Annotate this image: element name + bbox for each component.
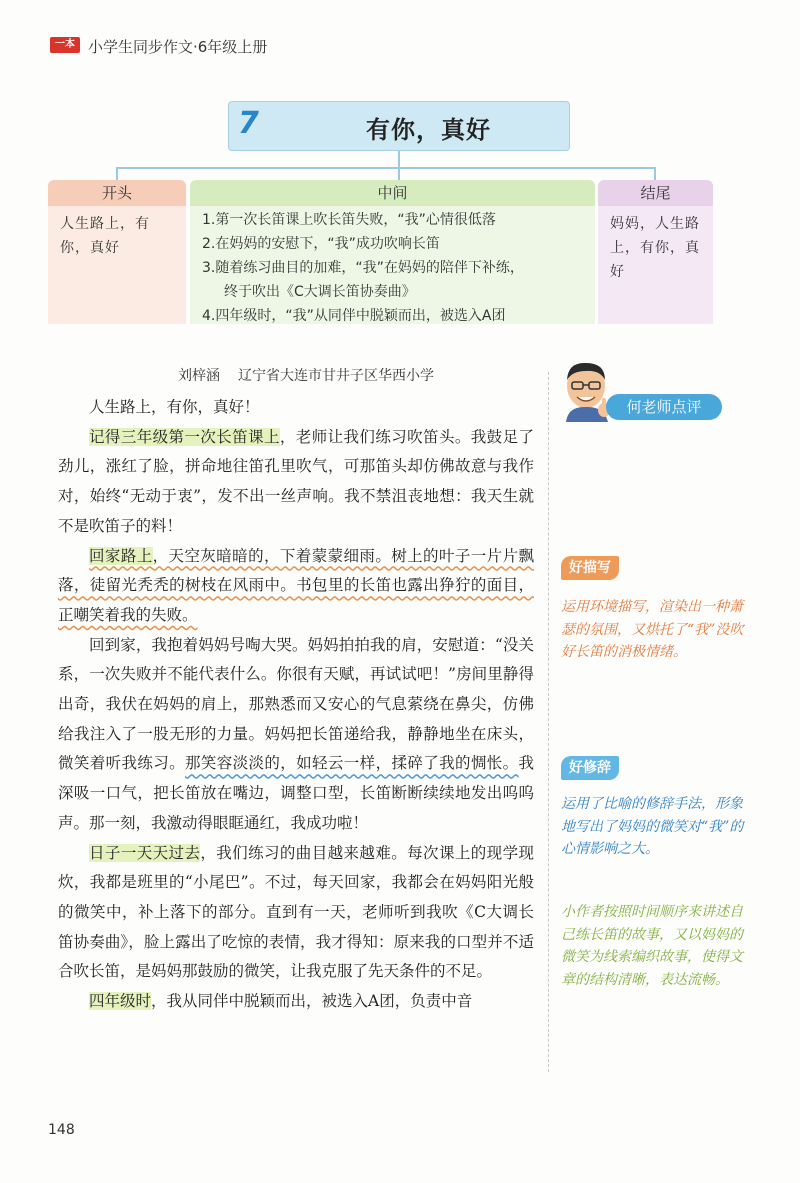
outline-start-text: 人生路上，有你，真好 bbox=[48, 206, 186, 324]
outline-end-heading: 结尾 bbox=[598, 180, 713, 206]
essay-paragraph bbox=[58, 839, 534, 988]
essay-paragraph bbox=[58, 631, 534, 839]
outline-middle-heading: 中间 bbox=[190, 180, 595, 206]
essay-body bbox=[58, 393, 534, 1017]
connector-line bbox=[398, 151, 400, 168]
comment-note: 运用了比喻的修辞手法，形象地写出了妈妈的微笑对“我”的心情影响之大。 bbox=[561, 796, 744, 857]
outline-middle-item: 3.随着练习曲目的加难，“我”在妈妈的陪伴下补练， bbox=[202, 260, 524, 276]
comment-note: 运用环境描写，渲染出一种萧瑟的氛围，又烘托了“我”没吹好长笛的消极情绪。 bbox=[561, 599, 744, 660]
connector-line bbox=[116, 167, 656, 169]
good-description-tag: 好描写 bbox=[561, 556, 619, 580]
connector-line bbox=[116, 167, 118, 180]
highlight-phrase: 四年级时 bbox=[89, 992, 152, 1011]
connector-line bbox=[398, 167, 400, 180]
author-school: 辽宁省大连市甘井子区华西小学 bbox=[238, 368, 434, 384]
page-number: 148 bbox=[48, 1122, 75, 1138]
essay-paragraph bbox=[58, 987, 534, 1017]
highlight-phrase: 记得三年级第一次长笛课上 bbox=[89, 427, 280, 446]
brand-badge: 一本 bbox=[50, 37, 80, 53]
essay-paragraph bbox=[58, 393, 534, 423]
outline-middle-item: 1.第一次长笛课上吹长笛失败，“我”心情很低落 bbox=[202, 212, 496, 228]
essay-text: ，我们练习的曲目越来越难。每次课上的现学现炊，我都是班里的“小尾巴”。不过，每天回家，我都会在妈妈阳光般的微笑中，补上落下的部分。直到有一天，老师听到我吹《C大调长笛协奏曲》，脸上露出了吃惊的表情，我才得知：原来我的口型并不适合吹长笛，是妈妈那鼓励的微笑，让我克服了先天条件的不足。 bbox=[58, 843, 534, 981]
outline-middle-item: 4.四年级时，“我”从同伴中脱颖而出，被选入A团 bbox=[202, 308, 506, 324]
essay-text: ，我从同伴中脱颖而出，被选入A团，负责中音 bbox=[151, 992, 473, 1011]
outline-middle-list bbox=[190, 206, 595, 324]
chapter-number: 7 bbox=[238, 106, 259, 141]
underlined-rhetoric: 那笑容淡淡的，如轻云一样，揉碎了我的惆怅。 bbox=[185, 754, 519, 773]
underlined-description: ，天空灰暗暗的，下着蒙蒙细雨。树上的叶子一片片飘落，徒留光秃秃的树枝在风雨中。书包里的长笛也露出狰狞的面目，正嘲笑着我的失败。 bbox=[58, 546, 534, 624]
essay-paragraph bbox=[58, 423, 534, 542]
essay-text: 人生路上，有你，真好！ bbox=[89, 398, 260, 416]
sidebar-divider bbox=[548, 372, 549, 1072]
series-title: 小学生同步作文·6年级上册 bbox=[88, 38, 268, 56]
good-rhetoric-tag: 好修辞 bbox=[561, 756, 619, 780]
essay-text: 回到家，我抱着妈妈号啕大哭。妈妈拍拍我的肩，安慰道：“没关系，一次失败并不能代表什么。你很有天赋，再试试吧！”房间里静得出奇，我伏在妈妈的肩上，那熟悉而又安心的气息萦绕在鼻尖，仿佛给我注入了一股无形的力量。妈妈把长笛递给我，静静地坐在床头，微笑着听我练习。 bbox=[58, 635, 534, 773]
outline-end-text: 妈妈，人生路上，有你，真好 bbox=[598, 206, 713, 324]
highlight-phrase: 日子一天天过去 bbox=[89, 843, 201, 862]
outline-start-heading: 开头 bbox=[48, 180, 186, 206]
essay-text: 我深吸一口气，把长笛放在嘴边，调整口型，长笛断断续续地发出呜呜声。那一刻，我激动得眼眶通红，我成功啦！ bbox=[58, 754, 534, 832]
highlight-phrase: 回家路上 bbox=[89, 546, 153, 565]
teacher-comment-badge: 何老师点评 bbox=[606, 394, 722, 420]
essay-text: ，老师让我们练习吹笛头。我鼓足了劲儿，涨红了脸，拼命地往笛孔里吹气，可那笛头却仿佛故意与我作对，始终“无动于衷”，发不出一丝声响。我不禁沮丧地想：我天生就不是吹笛子的料！ bbox=[58, 427, 534, 535]
byline bbox=[178, 365, 434, 385]
summary-note: 小作者按照时间顺序来讲述自己练长笛的故事，又以妈妈的微笑为线索编织故事，使得文章的结构清晰，表达流畅。 bbox=[561, 904, 743, 988]
connector-line bbox=[654, 167, 656, 180]
chapter-title: 有你，真好 bbox=[366, 116, 491, 144]
outline-middle-item: 2.在妈妈的安慰下，“我”成功吹响长笛 bbox=[202, 236, 440, 252]
essay-paragraph bbox=[58, 542, 534, 631]
author-name: 刘梓涵 bbox=[178, 368, 220, 384]
outline-middle-item: 终于吹出《C大调长笛协奏曲》 bbox=[224, 284, 416, 300]
